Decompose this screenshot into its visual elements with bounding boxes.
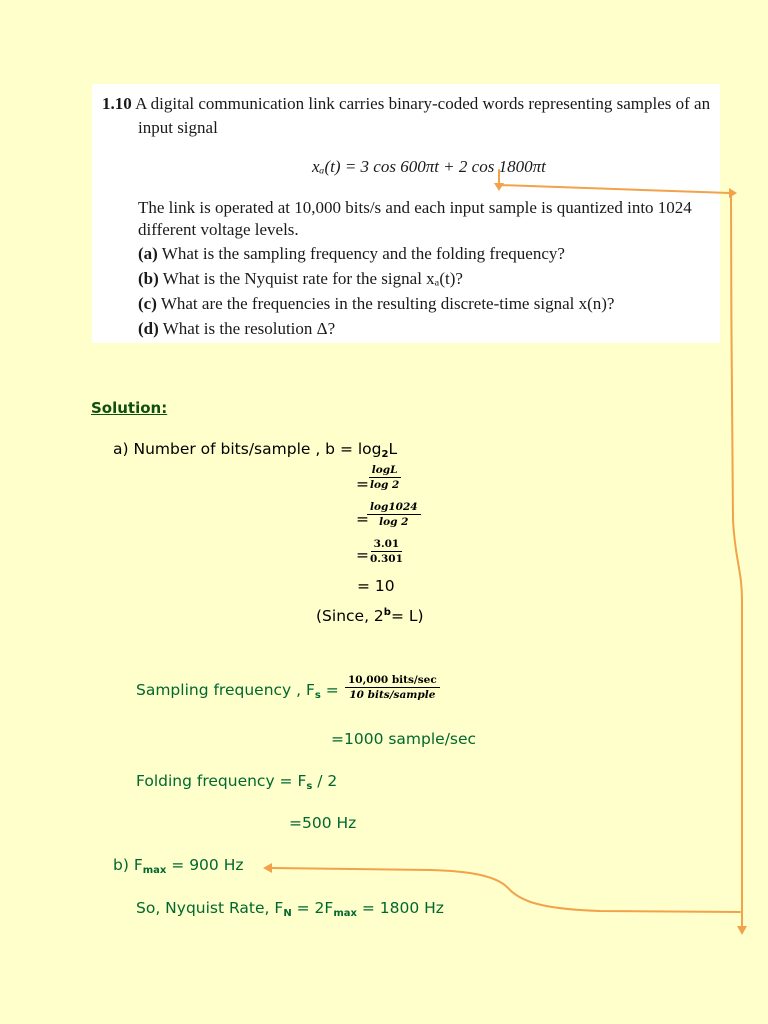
equals-sign: = xyxy=(356,475,369,493)
ny-sub2: max xyxy=(333,908,357,919)
problem-text-1: A digital communication link carries binary-coded words representing samples of an xyxy=(135,94,711,113)
ny-result: = 1800 Hz xyxy=(356,899,444,917)
arrow-right-to-margin xyxy=(499,185,730,193)
ny-sub: N xyxy=(283,908,292,919)
denominator: 10 bits/sample xyxy=(349,689,436,701)
part-text: What are the frequencies in the resulting discrete-time signal x(n)? xyxy=(160,294,615,313)
problem-line-4: different voltage levels. xyxy=(138,220,299,239)
since-end: = L) xyxy=(390,607,424,625)
fmax-value: = 900 Hz xyxy=(166,856,244,874)
arrowhead-bottom xyxy=(737,926,747,935)
part-label: (c) xyxy=(138,294,157,313)
arrowhead-right xyxy=(729,188,737,198)
part-label: (b) xyxy=(138,269,159,288)
denominator: log 2 xyxy=(379,516,409,528)
fold-text: Folding frequency = F xyxy=(136,772,307,790)
fs-sub: s xyxy=(314,690,321,701)
part-text: What is the Nyquist rate for the signal xₐ(t)? xyxy=(162,269,463,288)
numerator: logL xyxy=(369,464,401,478)
equals-sign: = xyxy=(356,546,369,564)
equals-sign: = xyxy=(356,510,369,528)
sampling-frequency-result: =1000 sample/sec xyxy=(331,730,477,748)
fs-eq: = xyxy=(320,681,339,699)
fold-sub: s xyxy=(306,781,313,792)
signal-equation: xₐ(t) = 3 cos 600πt + 2 cos 1800πt xyxy=(312,157,546,176)
part-label: (a) xyxy=(138,244,158,263)
fmax-sub: max xyxy=(142,865,167,876)
fmax-text: b) F xyxy=(113,856,143,874)
folding-frequency-result: =500 Hz xyxy=(289,814,357,832)
fs-text: Sampling frequency , F xyxy=(136,681,315,699)
problem-number: 1.10 xyxy=(102,94,132,113)
result-ten: = 10 xyxy=(357,577,395,595)
bits-text: a) Number of bits/sample , b = log xyxy=(113,440,382,458)
since-exp: b xyxy=(383,607,391,618)
ny-mid: = 2F xyxy=(291,899,334,917)
fs-num: 10,000 bits/sec xyxy=(348,674,437,686)
arrow-to-fmax xyxy=(272,868,740,912)
bits-L: L xyxy=(388,440,398,458)
denominator: 0.301 xyxy=(370,553,403,565)
solution-heading: Solution: xyxy=(91,399,168,417)
part-text: What is the sampling frequency and the folding frequency? xyxy=(161,244,565,263)
numerator: log1024 xyxy=(367,501,421,515)
arrow-margin-vertical xyxy=(731,192,742,928)
log-base: 2 xyxy=(381,449,389,460)
part-label: (d) xyxy=(138,319,159,338)
denominator: log 2 xyxy=(370,479,400,491)
fold-end: / 2 xyxy=(312,772,338,790)
numerator: 3.01 xyxy=(371,538,403,552)
problem-line-2: input signal xyxy=(138,118,218,137)
arrowhead-down xyxy=(494,183,504,191)
ny-text: So, Nyquist Rate, F xyxy=(136,899,284,917)
part-text: What is the resolution Δ? xyxy=(162,319,336,338)
arrowhead-left-fmax xyxy=(263,863,272,873)
since-text: (Since, 2 xyxy=(316,607,384,625)
problem-line-3: The link is operated at 10,000 bits/s and each input sample is quantized into 1024 xyxy=(138,198,692,217)
